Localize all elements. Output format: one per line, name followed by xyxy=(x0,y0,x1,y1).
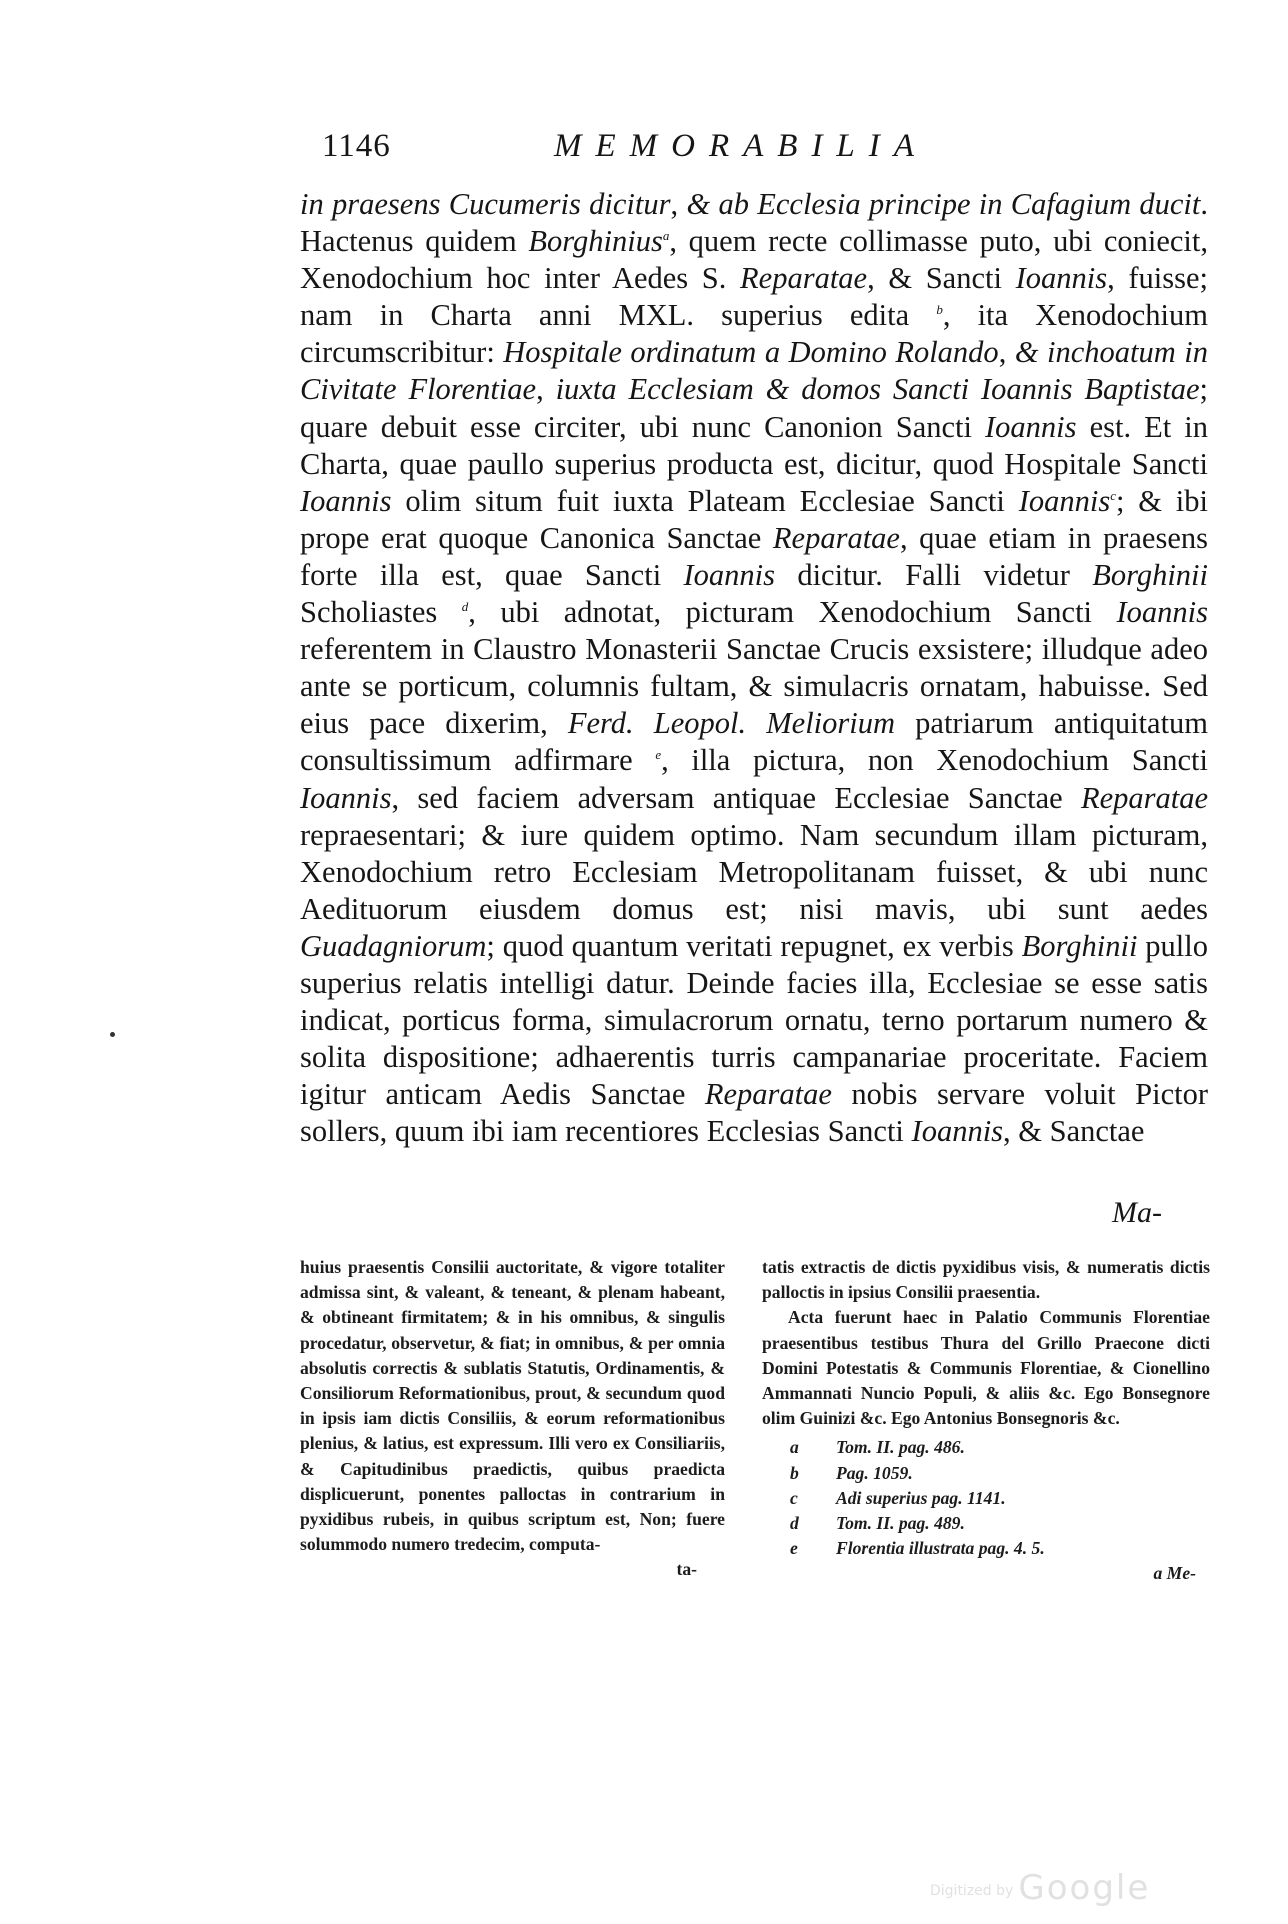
footnote-paragraph: tatis extractis de dictis pyxidibus visis, & numeratis dictis palloctis in ipsius Consilii praesentia. xyxy=(762,1257,1210,1303)
footnote-marker: c xyxy=(1110,487,1116,503)
catchword: Ma- xyxy=(1112,1196,1162,1229)
reference-item: e Florentia illustrata pag. 4. 5. xyxy=(790,1538,1045,1559)
running-title: MEMORABILIA xyxy=(554,128,928,164)
footnote-paragraph: huius praesentis Consilii auctoritate, & vigore totaliter admissa sint, & valeant, & teneant, & plenam habeant, & obtineant firmitatem; & in his omnibus, & singulis procedatur, observetur, & fiat; in omnibus, & per omnia absolutis correctis & sublatis Statutis, Ordinamentis, & Consiliorum Reformationibus, prout, & secundum quod in ipsis iam dictis Consiliis, & eorum reformationibus plenius, & latius, est expressum. Illi vero ex Consiliariis, & Capitudinibus praedictis, quibus praedicta displicuerunt, ponentes palloctas in contrarium in pyxidibus rubeis, in quibus scriptum est, Non; fuere solummodo numero tredecim, computa- xyxy=(300,1257,725,1555)
footnote-marker: b xyxy=(936,302,943,318)
reference-item: b Pag. 1059. xyxy=(790,1462,913,1483)
page-number: 1146 xyxy=(322,128,391,164)
digitization-watermark: Digitized by Google xyxy=(930,1868,1151,1908)
footnote-marker: a xyxy=(662,228,670,244)
footnote-column-right xyxy=(762,1255,1210,1587)
reference-list xyxy=(762,1435,1210,1561)
main-text: in praesens Cucumeris dicitur, & ab Ecclesia principe in Cafagium ducit. Hactenus quidem Borghinius$^a$, quem recte collimasse puto, ubi coniecit, Xenodochium hoc inter Aedes S. Reparatae, & Sancti Ioannis, fuisse; nam in Charta anni MXL. superius edita $^b$, ita Xenodochium circumscribitur: Hospitale ordinatum a Domino Rolando, & inchoatum in Civitate Florentiae, iuxta Ecclesiam & domos Sancti Ioannis Baptistae; quare debuit esse circiter, ubi nunc Canonion Sancti Ioannis est. Et in Charta, quae paullo superius producta est, dicitur, quod Hospitale Sancti Ioannis olim situm fuit iuxta Plateam Ecclesiae Sancti Ioannis$^c$; & ibi prope erat quoque Canonica Sanctae Reparatae, quae etiam in praesens forte illa est, quae Sancti Ioannis dicitur. Falli videtur Borghinii Scholiastes $^d$, ubi adnotat, picturam Xenodochium Sancti Ioannis referentem in Claustro Monasterii Sanctae Crucis exsistere; illudque adeo ante se porticum, columnis fultam, & simulacris ornatam, habuisse. Sed eius pace dixerim, Ferd. Leopol. Meliorium patriarum antiquitatum consultissimum adfirmare $^e$, illa pictura, non Xenodochium Sancti Ioannis, sed faciem adversam antiquae Ecclesiae Sanctae Reparatae repraesentari; & iure quidem optimo. Nam secundum illam picturam, Xenodochium retro Ecclesiam Metropolitanam fuisset, & ubi nunc Aedituorum eiusdem domus est; nisi mavis, ubi sunt aedes Guadagniorum; quod quantum veritati repugnet, ex verbis Borghinii pullo superius relatis intelligi datur. Deinde facies illa, Ecclesiae se esse satis indicat, porticus forma, simulacrorum ornatu, terno portarum numero & solita dispositione; adhaerentis turris campanariae proceritate. Faciem igitur anticam Aedis Sanctae Reparatae nobis servare voluit Pictor sollers, quum ibi iam recentiores Ecclesias Sancti Ioannis, & Sanctae xyxy=(300,187,1209,1149)
reference-item: c Adi superius pag. 1141. xyxy=(790,1487,1006,1508)
reference-item: d Tom. II. pag. 489. xyxy=(790,1513,965,1534)
footnote-catchword: a Me- xyxy=(1153,1563,1196,1584)
footnote-catchword: ta- xyxy=(676,1559,697,1580)
page-header xyxy=(322,128,934,172)
footnote-column-left xyxy=(300,1255,725,1583)
reference-item: a Tom. II. pag. 486. xyxy=(790,1437,965,1458)
margin-speck xyxy=(110,1032,115,1037)
footnote-marker: e xyxy=(655,747,662,763)
footnote-marker: d xyxy=(461,599,469,615)
footnotes xyxy=(300,1255,1210,1655)
footnote-paragraph: Acta fuerunt haec in Palatio Communis Florentiae praesentibus testibus Thura del Grillo Praecone dicti Domini Potestatis & Communis Florentiae, & Cionellino Ammannati Nuncio Populi, & aliis &c. Ego Bonsegnore olim Guinizi &c. Ego Antonius Bonsegnoris &c. xyxy=(762,1307,1210,1429)
